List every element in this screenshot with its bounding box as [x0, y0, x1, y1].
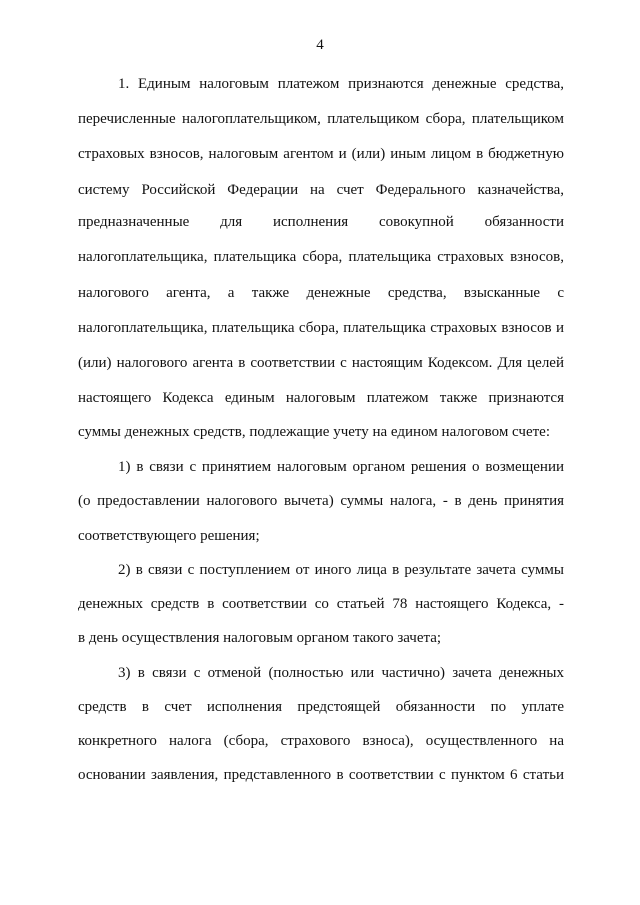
paragraph-1-line-11: суммы денежных средств, подлежащие учету на едином налоговом счете:	[78, 424, 550, 440]
paragraph-1-line-4: систему Российской Федерации на счет Федерального казначейства,	[78, 182, 564, 198]
item-2-line-1: 2) в связи с поступлением от иного лица в результате зачета суммы	[118, 562, 564, 578]
item-1-line-2: (о предоставлении налогового вычета) суммы налога, - в день принятия	[78, 493, 564, 509]
item-3-line-3: конкретного налога (сбора, страхового взноса), осуществленного на	[78, 733, 564, 749]
paragraph-1-line-6: налогоплательщика, плательщика сбора, плательщика страховых взносов,	[78, 249, 564, 265]
page-number: 4	[316, 37, 324, 53]
paragraph-1-line-3: страховых взносов, налоговым агентом и (или) иным лицом в бюджетную	[78, 146, 564, 162]
paragraph-1-line-10: настоящего Кодекса единым налоговым платежом также признаются	[78, 390, 564, 406]
item-3-line-2: средств в счет исполнения предстоящей обязанности по уплате	[78, 699, 564, 715]
item-1-line-1: 1) в связи с принятием налоговым органом решения о возмещении	[118, 459, 564, 475]
item-2-line-3: в день осуществления налоговым органом такого зачета;	[78, 630, 442, 646]
paragraph-1-line-8: налогоплательщика, плательщика сбора, плательщика страховых взносов и	[78, 320, 564, 336]
item-3-line-4: основании заявления, представленного в соответствии с пунктом 6 статьи	[78, 767, 564, 783]
paragraph-1-line-1: 1. Единым налоговым платежом признаются денежные средства,	[118, 76, 564, 92]
paragraph-1-line-2: перечисленные налогоплательщиком, плательщиком сбора, плательщиком	[78, 111, 564, 127]
paragraph-1-line-7: налогового агента, а также денежные средства, взысканные с	[78, 285, 564, 301]
item-2-line-2: денежных средств в соответствии со статьей 78 настоящего Кодекса, -	[78, 596, 564, 612]
item-1-line-3: соответствующего решения;	[78, 528, 260, 544]
paragraph-1-line-9: (или) налогового агента в соответствии с настоящим Кодексом. Для целей	[78, 355, 564, 371]
item-3-line-1: 3) в связи с отменой (полностью или частично) зачета денежных	[118, 665, 564, 681]
paragraph-1-line-5: предназначенные для исполнения совокупной обязанности	[78, 214, 564, 230]
